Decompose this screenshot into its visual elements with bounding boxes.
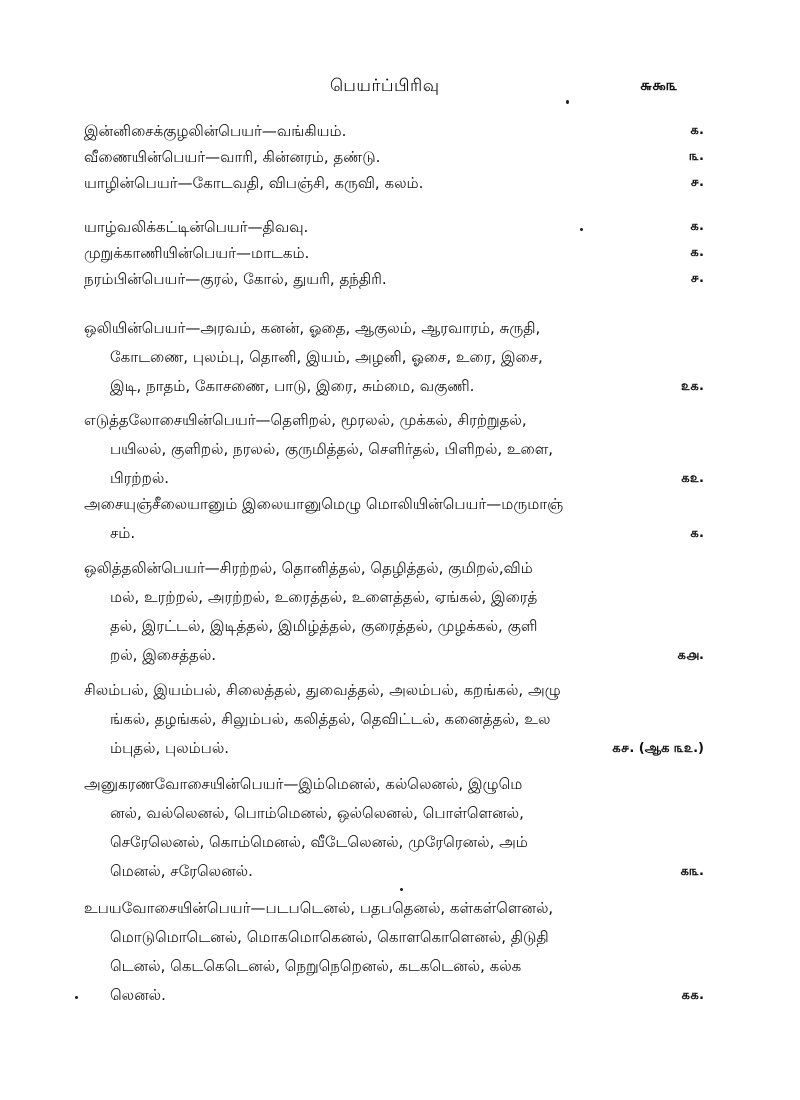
entry-text: அசையுஞ்சீலையானும் இலையானுமெழு மொலியின்பெயர்—மருமாஞ்	[84, 495, 564, 513]
entry-text: யாழின்பெயர்—கோடவதி, விபஞ்சி, கருவி, கலம்.	[84, 174, 424, 192]
entry-text: ஒலியின்பெயர்—அரவம், கனன், ஓதை, ஆகுலம், ஆரவாரம், சுருதி,	[84, 319, 541, 337]
entry-text: கோடணை, புலம்பு, தொனி, இயம், அழனி, ஓசை, உரை, இசை,	[110, 348, 543, 366]
page-number: ௬௯௩	[640, 76, 678, 94]
entry-text: ஒலித்தலின்பெயர்—சிரற்றல், தொனித்தல், தெழித்தல், குமிறல்,விம்	[84, 559, 533, 577]
entry-count: ௧.	[690, 123, 704, 138]
scan-speck	[400, 888, 403, 891]
entry-count: ௧௮.	[677, 648, 704, 663]
entry-text: எடுத்தலோசையின்பெயர்—தெளிறல், மூரலல், முக்கல், சிரற்றுதல்,	[84, 411, 527, 429]
scan-speck	[75, 996, 78, 999]
entry-text: றல், இசைத்தல்.	[110, 646, 217, 664]
entry-double-sound	[84, 894, 704, 1010]
scan-speck	[566, 100, 569, 104]
entry-text: இடி, நாதம், கோசணை, பாடு, இரை, சும்மை, வகுணி.	[110, 377, 475, 395]
entry-yazh-band	[84, 214, 704, 240]
scan-speck	[580, 228, 583, 231]
entry-text: வீணையின்பெயர்—வாரி, கின்னரம், தண்டு.	[84, 148, 381, 166]
entry-text: ங்கல், தழங்கல், சிலும்பல், கலித்தல், தெவிட்டல், கனைத்தல், உல	[110, 710, 551, 728]
entry-count: ௨௧.	[680, 379, 704, 394]
entry-text: ம்புதல், புலம்பல்.	[110, 739, 230, 757]
entry-text: யாழ்வலிக்கட்டின்பெயர்—திவவு.	[84, 218, 309, 236]
entry-text: டெனல், கெடகெடெனல், நெறுநெறெனல், கடகடெனல், கல்க	[110, 957, 522, 975]
entry-peg	[84, 240, 704, 266]
entry-count: ௧.	[690, 526, 704, 541]
entry-text: தல், இரட்டல், இடித்தல், இமிழ்த்தல், குரைத்தல், முழக்கல், குளி	[110, 617, 538, 635]
entry-text: லெனல்.	[110, 986, 166, 1004]
entry-text: னல், வல்லெனல், பொம்மெனல், ஒல்லெனல், பொள்ளெனல்,	[110, 804, 524, 822]
entry-text: இன்னிசைக்குழலின்பெயர்—வங்கியம்.	[84, 122, 347, 140]
entry-yazh	[84, 170, 704, 196]
entry-string	[84, 266, 704, 292]
entry-text: முறுக்காணியின்பெயர்—மாடகம்.	[84, 244, 310, 262]
entry-text: பிரற்றல்.	[110, 469, 170, 487]
entry-text: மல், உரற்றல், அரற்றல், உரைத்தல், உளைத்தல், ஏங்கல், இரைத்	[110, 588, 538, 606]
entry-sounding-continued	[84, 676, 704, 763]
entry-count: ௧௪. (ஆக ௩௨.)	[612, 741, 704, 756]
entry-text: மொடுமொடெனல், மொகமொகெனல், கொளகொளெனல், திடுதி	[110, 928, 549, 946]
entry-text: உபயவோசையின்பெயர்—படபடெனல், பதபதெனல், கள்கள்ளெனல்,	[84, 899, 554, 917]
entry-sounding	[84, 554, 704, 670]
entry-count: ௧௨.	[680, 471, 704, 486]
entry-veena	[84, 144, 704, 170]
entry-rustle-sound	[84, 490, 704, 548]
entry-text: செரேலெனல், கொம்மெனல், வீடேலெனல், முரேரெனல், அம்	[110, 833, 528, 851]
entry-text: மெனல், சரேலெனல்.	[110, 862, 253, 880]
entry-sound	[84, 314, 704, 401]
entry-count: ௪.	[690, 175, 704, 190]
entry-count: ௩.	[689, 149, 704, 164]
entry-text: பயிலல், குளிறல், நரலல், குருமித்தல், செளிர்தல், பிளிறல், உளை,	[110, 440, 553, 458]
page-title: பெயர்ப்பிரிவு	[330, 76, 440, 96]
entry-text: சம்.	[110, 524, 136, 542]
entry-text: நரம்பின்பெயர்—குரல், கோல், துயரி, தந்திரி.	[84, 270, 387, 288]
entry-onomatopoeia	[84, 770, 704, 886]
running-header	[0, 70, 800, 100]
entry-text: அனுகரணவோசையின்பெயர்—இம்மெனல், கல்லெனல், இழுமெ	[84, 775, 523, 793]
entry-flute	[84, 118, 704, 144]
entry-count: ௧.	[690, 219, 704, 234]
entry-text: சிலம்பல், இயம்பல், சிலைத்தல், துவைத்தல், அலம்பல், கறங்கல், அழு	[84, 681, 561, 699]
entry-count: ௪.	[690, 271, 704, 286]
entry-raised-sound	[84, 406, 704, 493]
entry-count: ௧௧.	[681, 988, 704, 1003]
entry-count: ௧.	[690, 245, 704, 260]
entry-count: ௧௩.	[680, 864, 704, 879]
